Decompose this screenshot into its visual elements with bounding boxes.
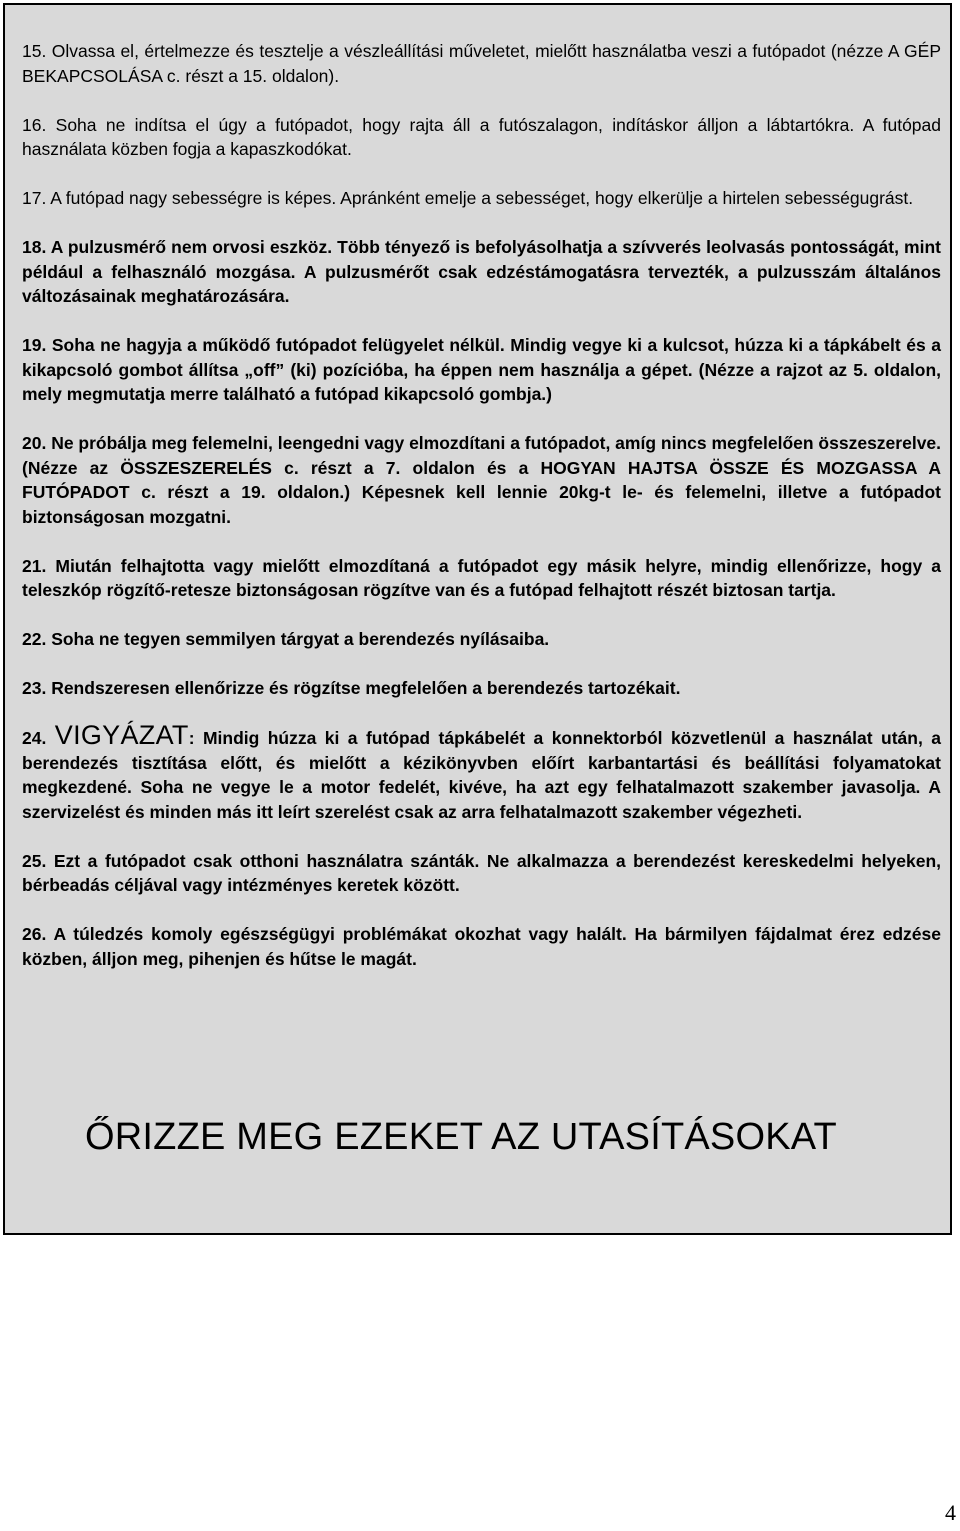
instruction-item-17: 17. A futópad nagy sebességre is képes. Apránként emelje a sebességet, hogy elkerülje a hirtelen sebességugrást. [22, 188, 914, 208]
instruction-item-21: 21. Miután felhajtotta vagy mielőtt elmozdítaná a futópadot egy másik helyre, mindig ellenőrizze, hogy a teleszkóp rögzítő-retesze biztonságosan rögzítve van és a futópad felhajtott részét biztosan tartja. [22, 555, 941, 600]
instruction-item-22: 22. Soha ne tegyen semmilyen tárgyat a berendezés nyílásaiba. [22, 629, 550, 649]
instruction-item-18: 18. A pulzusmérő nem orvosi eszköz. Több tényező is befolyásolhatja a szívverés leolvasás pontosságát, mint például a felhasználó mozgása. A pulzusmérőt csak edzéstámogatásra tervezték, a pulzusszám általános változásainak meghatározására. [22, 237, 941, 306]
instruction-item-16: 16. Soha ne indítsa el úgy a futópadot, hogy rajta áll a futószalagon, indításkor álljon a lábtartókra. A futópad használata közben fogja a kapaszkodókat. [22, 114, 941, 159]
item-24-text: : Mindig húzza ki a futópad tápkábelét a konnektorból közvetlenül a használat után, a berendezés tisztítása előtt, és mielőtt a kézikönyvben előírt karbantartási és beállítási folyamatokat megkezdené. Soha ne vegye le a motor fedelét, kivéve, ha azt egy felhatalmazott szakember javasolja. A szervizelést és minden más itt leírt szerelést csak az arra felhatalmazott szakember végezheti. [22, 728, 941, 822]
item-24-number: 24. [22, 728, 55, 748]
instruction-item-25: 25. Ezt a futópadot csak otthoni használatra szánták. Ne alkalmazza a berendezést kereskedelmi helyeken, bérbeadás céljával vagy intézményes keretek között. [22, 850, 941, 895]
warning-label: VIGYÁZAT [54, 720, 189, 750]
instruction-list [22, 39, 941, 996]
instruction-item-23: 23. Rendszeresen ellenőrizze és rögzítse megfelelően a berendezés tartozékait. [22, 678, 681, 698]
instruction-item-20: 20. Ne próbálja meg felemelni, leengedni vagy elmozdítani a futópadot, amíg nincs megfelelően összeszerelve. (Nézze az ÖSSZESZERELÉS c. részt a 7. oldalon és a HOGYAN HAJTSA ÖSSZE ÉS MOZGASSA A FUTÓPADOT c. részt a 19. oldalon.) Képesnek kell lennie 20kg-t le- és felemelni, illetve a futópadot biztonságosan mozgatni. [22, 433, 942, 527]
safety-instructions-box [3, 3, 952, 1235]
keep-instructions-heading: ŐRIZZE MEG EZEKET AZ UTASÍTÁSOKAT [85, 1116, 837, 1158]
page-number: 4 [945, 1500, 956, 1525]
instruction-item-24 [22, 720, 941, 824]
instruction-item-19: 19. Soha ne hagyja a működő futópadot felügyelet nélkül. Mindig vegye ki a kulcsot, húzza ki a tápkábelt és a kikapcsoló gombot állítsa „off” (ki) pozícióba, ha éppen nem használja a gépet. (Nézze a rajzot az 5. oldalon, mely megmutatja merre található a futópad kikapcsoló gombja.) [22, 335, 941, 404]
instruction-item-26: 26. A túledzés komoly egészségügyi problémákat okozhat vagy halált. Ha bármilyen fájdalmat érez edzése közben, álljon meg, pihenjen és hűtse le magát. [22, 924, 941, 969]
instruction-item-15: 15. Olvassa el, értelmezze és tesztelje a vészleállítási műveletet, mielőtt használatba veszi a futópadot (nézze A GÉP BEKAPCSOLÁSA c. részt a 15. oldalon). [22, 41, 941, 86]
